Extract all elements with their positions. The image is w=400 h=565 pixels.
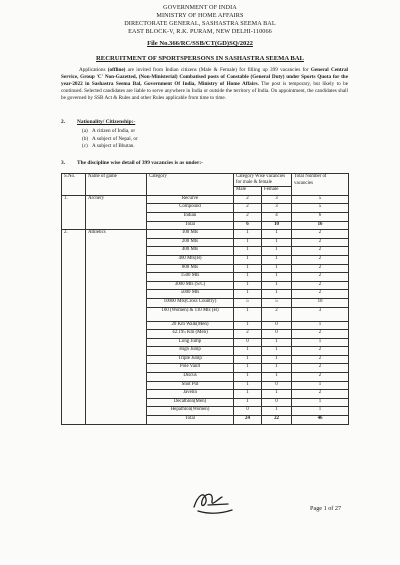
cell-total: 1 bbox=[292, 338, 349, 347]
nationality-option bbox=[82, 143, 138, 151]
cell-total: 1 bbox=[292, 321, 349, 330]
cell-total: 2 bbox=[292, 281, 349, 290]
cell-female: 4 bbox=[262, 212, 292, 221]
cell-category: 20 Km Walk(Men) bbox=[147, 321, 234, 330]
cell-total: 2 bbox=[292, 247, 349, 256]
cell-game: Athletics bbox=[86, 230, 147, 424]
cell-sno: 1. bbox=[62, 195, 86, 229]
cell-male: 1 bbox=[234, 230, 262, 239]
cell-total: 2 bbox=[292, 230, 349, 239]
cell-male: 1 bbox=[234, 381, 262, 390]
option-mark: (a) bbox=[82, 128, 88, 134]
header-game: Name of game bbox=[86, 174, 147, 196]
section-3-number: 3. bbox=[61, 160, 66, 166]
cell-total: 1 bbox=[292, 407, 349, 416]
option-text: A subject of Nepal, or bbox=[92, 135, 138, 142]
cell-male: 1 bbox=[234, 398, 262, 407]
cell-male: 1 bbox=[234, 247, 262, 256]
cell-total-female: 10 bbox=[262, 221, 292, 230]
header-male: Male bbox=[234, 187, 262, 196]
section-2-heading bbox=[61, 119, 135, 125]
cell-category: Triple Jump bbox=[147, 355, 234, 364]
cell-female: 1 bbox=[262, 230, 292, 239]
cell-male: 1 bbox=[234, 321, 262, 330]
header-female: Female bbox=[262, 187, 292, 196]
cell-category: High Jump bbox=[147, 347, 234, 356]
cell-category: 42.195 Km (Men) bbox=[147, 330, 234, 339]
nationality-options bbox=[82, 128, 138, 151]
cell-category: 10000 Mts(Cross Country) bbox=[147, 298, 234, 307]
letterhead bbox=[0, 4, 400, 36]
cell-female: 0 bbox=[262, 398, 292, 407]
cell-total: 6 bbox=[292, 212, 349, 221]
cell-total: 2 bbox=[292, 364, 349, 373]
cell-female: 2 bbox=[262, 307, 292, 321]
section-3-title: The discipline wise detail of 399 vacancies is as under:- bbox=[77, 160, 203, 166]
cell-total-label: Total bbox=[147, 416, 234, 425]
cell-female: 1 bbox=[262, 390, 292, 399]
cell-total-all: 16 bbox=[292, 221, 349, 230]
letterhead-line-2: MINISTRY OF HOME AFFAIRS bbox=[156, 12, 244, 19]
cell-male: 1 bbox=[234, 290, 262, 299]
option-mark: (b) bbox=[82, 135, 89, 142]
cell-category: Decathlon(Men) bbox=[147, 398, 234, 407]
header-sno: S.No. bbox=[62, 174, 86, 196]
cell-male: 0 bbox=[234, 407, 262, 416]
cell-male: 2 bbox=[234, 204, 262, 213]
cell-total: 2 bbox=[292, 390, 349, 399]
cell-male: 1 bbox=[234, 281, 262, 290]
cell-female: 0 bbox=[262, 381, 292, 390]
document-title: RECRUITMENT OF SPORTSPERSONS IN SASHASTRA SEEMA BAL bbox=[96, 55, 304, 62]
letterhead-line-4: EAST BLOCK-V, R.K. PURAM, NEW DELHI-110066 bbox=[128, 28, 272, 35]
cell-female: 1 bbox=[262, 290, 292, 299]
signature bbox=[188, 487, 238, 519]
cell-total: 2 bbox=[292, 238, 349, 247]
cell-sno: 2. bbox=[62, 230, 86, 424]
table-row bbox=[62, 195, 349, 204]
cell-female: 1 bbox=[262, 373, 292, 382]
cell-male: 1 bbox=[234, 273, 262, 282]
cell-total: 2 bbox=[292, 290, 349, 299]
cell-female: 1 bbox=[262, 281, 292, 290]
cell-total: 1 bbox=[292, 398, 349, 407]
cell-female: 1 bbox=[262, 355, 292, 364]
cell-male: 2 bbox=[234, 330, 262, 339]
option-text: A subject of Bhutan. bbox=[92, 143, 135, 150]
cell-total-male: 24 bbox=[234, 416, 262, 425]
header-category: Category bbox=[147, 174, 234, 196]
cell-male: 2 bbox=[234, 212, 262, 221]
cell-female: 1 bbox=[262, 407, 292, 416]
cell-total: 1 bbox=[292, 381, 349, 390]
cell-male: 1 bbox=[234, 373, 262, 382]
cell-category: Long Jump bbox=[147, 338, 234, 347]
vacancy-table bbox=[61, 173, 349, 425]
cell-male: 0 bbox=[234, 338, 262, 347]
cell-total: 10 bbox=[292, 298, 349, 307]
cell-total: 2 bbox=[292, 273, 349, 282]
cell-male: 5 bbox=[234, 298, 262, 307]
cell-male: 1 bbox=[234, 364, 262, 373]
cell-category: Compound bbox=[147, 204, 234, 213]
section-2-title: Nationality/ Citizenship:- bbox=[77, 119, 136, 125]
cell-female: 0 bbox=[262, 330, 292, 339]
intro-text-1: Applications bbox=[79, 67, 108, 73]
cell-total: 2 bbox=[292, 373, 349, 382]
cell-category: Hepathlon(Women) bbox=[147, 407, 234, 416]
cell-female: 5 bbox=[262, 298, 292, 307]
file-number: File No.366/RC/SSB/CT(GD)SQ/2022 bbox=[147, 40, 253, 47]
cell-male: 1 bbox=[234, 264, 262, 273]
cell-total: 2 bbox=[292, 330, 349, 339]
intro-post-details: General Central Service, Group 'C' Non-Gazetted, (Non-Ministerial) Combatised posts of Constable (General Duty) under Sports Quota for the year-2022 in Sashastra Seema Bal, Government Of India, Ministry of Home Affairs. bbox=[61, 67, 348, 88]
cell-total: 5 bbox=[292, 195, 349, 204]
cell-total: 2 bbox=[292, 255, 349, 264]
intro-paragraph bbox=[61, 67, 348, 102]
cell-category: 5000 Mts bbox=[147, 290, 234, 299]
cell-category: 100 Mts bbox=[147, 230, 234, 239]
cell-female: 1 bbox=[262, 238, 292, 247]
cell-category: Javelin bbox=[147, 390, 234, 399]
cell-female: 1 bbox=[262, 364, 292, 373]
option-text: A citizen of India, or bbox=[92, 128, 136, 134]
cell-female: 1 bbox=[262, 347, 292, 356]
cell-total: 3 bbox=[292, 307, 349, 321]
table-body bbox=[62, 195, 349, 424]
cell-total-female: 22 bbox=[262, 416, 292, 425]
cell-male: 2 bbox=[234, 195, 262, 204]
cell-female: 0 bbox=[262, 321, 292, 330]
intro-offline: (offline) bbox=[107, 67, 126, 73]
cell-category: Pole Vault bbox=[147, 364, 234, 373]
cell-female: 1 bbox=[262, 273, 292, 282]
option-mark: (c) bbox=[82, 143, 88, 150]
table-header-row bbox=[62, 174, 349, 187]
cell-category: Discus bbox=[147, 373, 234, 382]
letterhead-line-1: GOVERNMENT OF INDIA bbox=[163, 4, 237, 11]
header-total: Total Number of vacancies bbox=[292, 174, 349, 196]
table-row bbox=[62, 230, 349, 239]
section-2-number: 2. bbox=[61, 119, 66, 125]
letterhead-line-3: DIRECTORATE GENERAL, SASHASTRA SEEMA BAL bbox=[124, 20, 276, 27]
cell-female: 3 bbox=[262, 195, 292, 204]
cell-male: 1 bbox=[234, 390, 262, 399]
cell-category: Indian bbox=[147, 212, 234, 221]
cell-total: 2 bbox=[292, 355, 349, 364]
cell-male: 1 bbox=[234, 307, 262, 321]
section-3-heading bbox=[61, 160, 203, 166]
cell-category: 800 Mts bbox=[147, 264, 234, 273]
intro-text-3: The post is temporary, but likely to be continued. Selected candidates are liable to serve anywhere in India or outside the territory of India. On appointment, the candidates shall be governed by SSB Act & Rules and other Rules applicable from time to time. bbox=[61, 81, 349, 102]
cell-category: Recurve bbox=[147, 195, 234, 204]
cell-male: 1 bbox=[234, 238, 262, 247]
cell-male: 1 bbox=[234, 255, 262, 264]
cell-total-male: 6 bbox=[234, 221, 262, 230]
cell-category: Shot Put bbox=[147, 381, 234, 390]
cell-male: 1 bbox=[234, 355, 262, 364]
cell-game: Archery bbox=[86, 195, 147, 229]
cell-female: 1 bbox=[262, 255, 292, 264]
cell-category: 3000 Mts (S/C) bbox=[147, 281, 234, 290]
intro-text-2: are invited from Indian citizens (Male & Female) for filling up 399 vacancies for bbox=[125, 67, 311, 73]
cell-category: 100 (Women) & 110 Mts (H) bbox=[147, 307, 234, 321]
page-number: Page 1 of 27 bbox=[310, 505, 342, 512]
cell-total-label: Total bbox=[147, 221, 234, 230]
cell-category: 400 Mts(H) bbox=[147, 255, 234, 264]
cell-total: 2 bbox=[292, 347, 349, 356]
nationality-option bbox=[82, 128, 138, 136]
cell-female: 3 bbox=[262, 204, 292, 213]
cell-total: 5 bbox=[292, 204, 349, 213]
cell-male: 1 bbox=[234, 347, 262, 356]
cell-female: 1 bbox=[262, 338, 292, 347]
header-category-wise: Category Wise vacancies for male & female bbox=[234, 174, 292, 187]
cell-female: 1 bbox=[262, 247, 292, 256]
cell-category: 1500 Mts bbox=[147, 273, 234, 282]
cell-category: 400 Mts bbox=[147, 247, 234, 256]
cell-total: 2 bbox=[292, 264, 349, 273]
cell-category: 200 Mts bbox=[147, 238, 234, 247]
cell-female: 1 bbox=[262, 264, 292, 273]
cell-total-all: 46 bbox=[292, 416, 349, 425]
